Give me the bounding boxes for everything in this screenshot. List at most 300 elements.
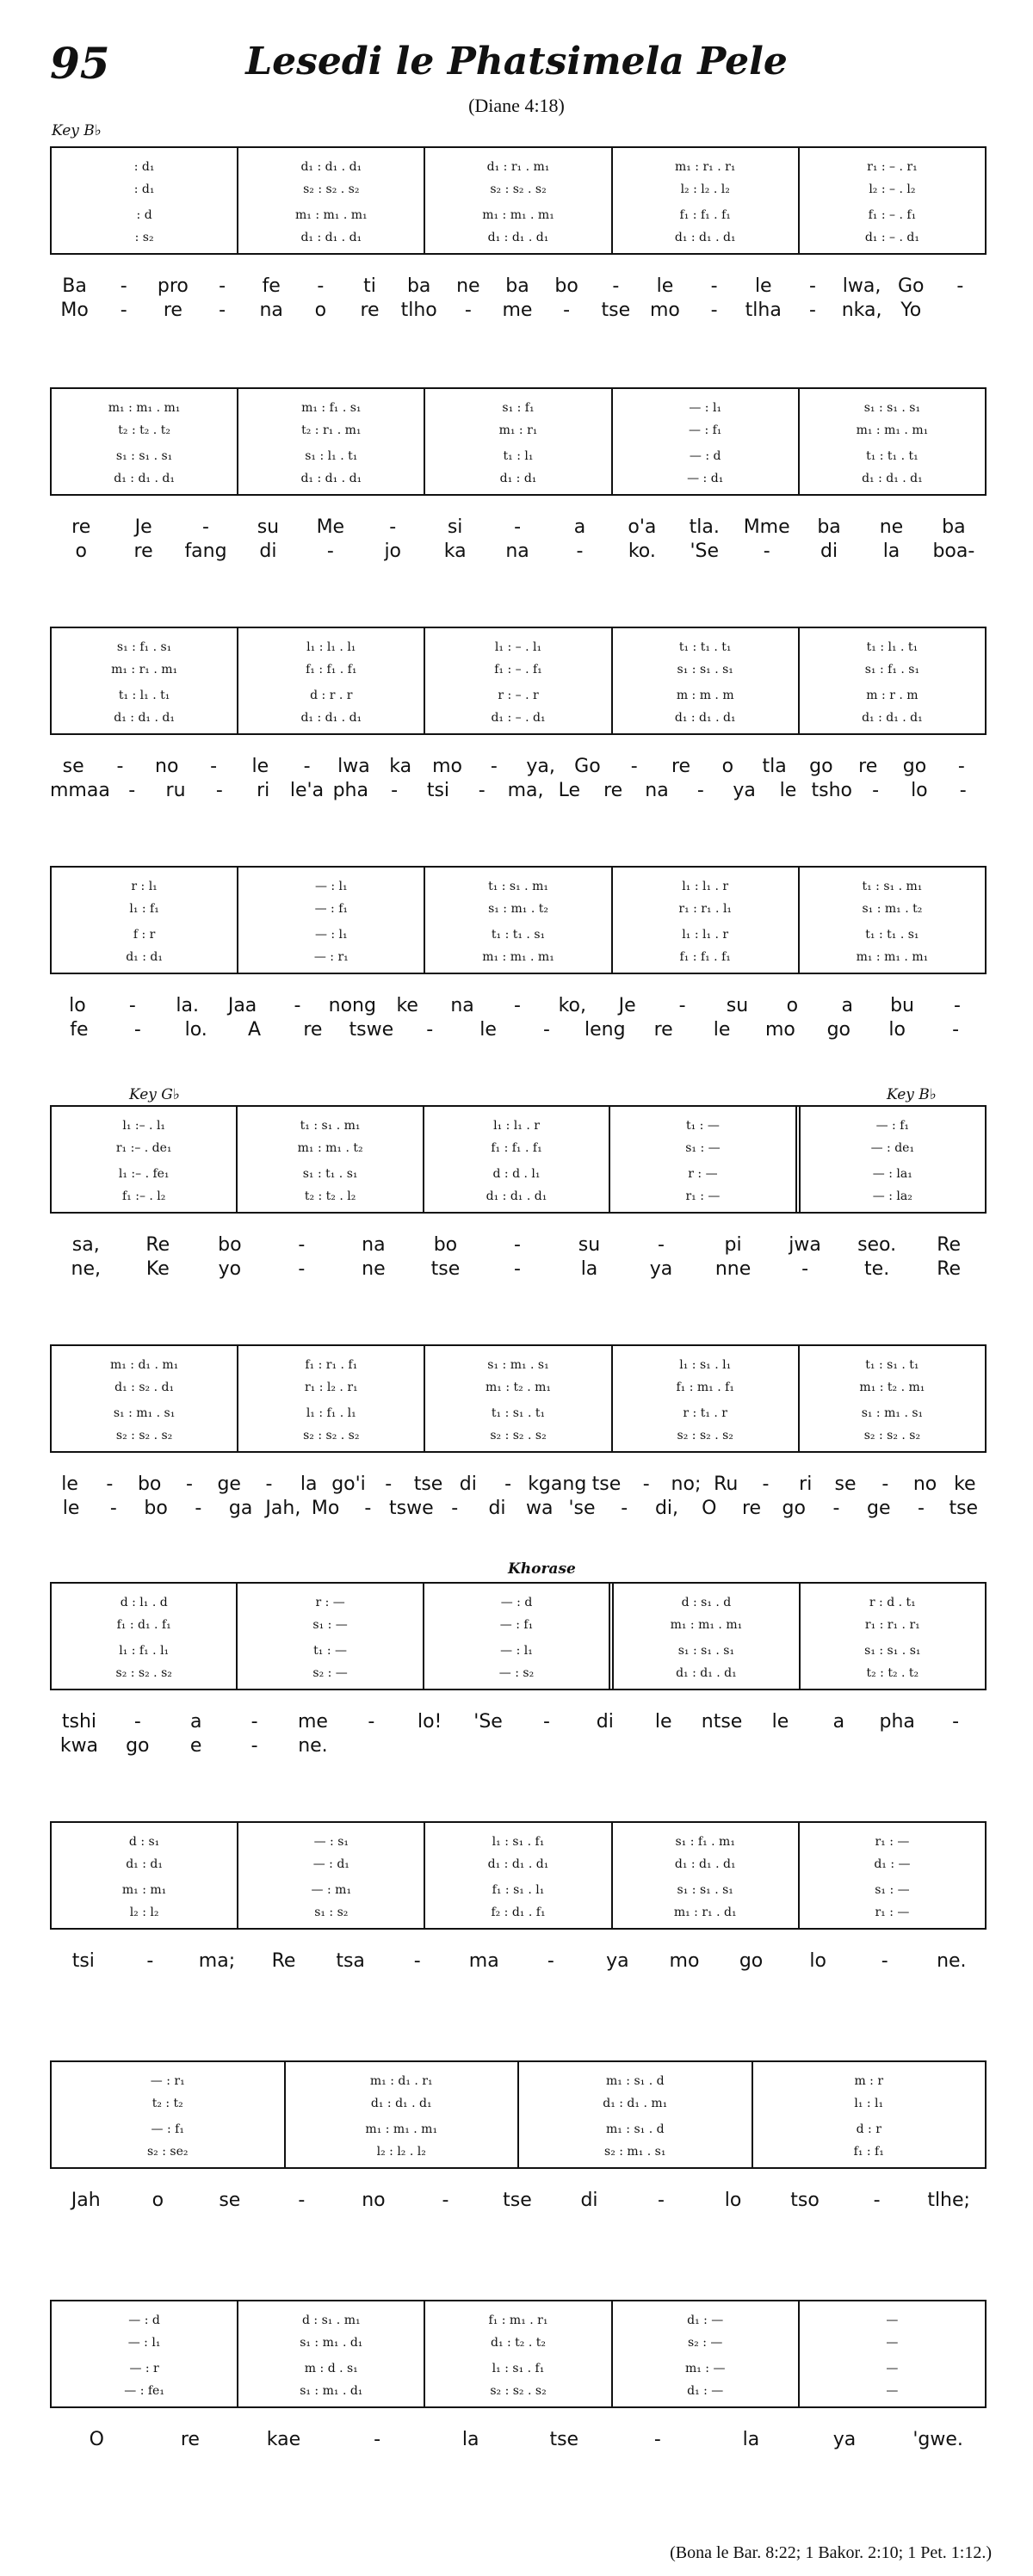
lyric-line bbox=[50, 1950, 985, 1973]
lyric-syllable: - bbox=[385, 1473, 393, 1495]
voice-notes: d : s₁ . m₁ bbox=[301, 2313, 361, 2327]
score-system bbox=[50, 146, 985, 380]
measure bbox=[238, 148, 425, 253]
measure bbox=[753, 2062, 986, 2167]
lyric-syllable: - bbox=[298, 2190, 306, 2211]
voice-notes: d₁ : d₁ . d₁ bbox=[300, 160, 362, 174]
staff-grid bbox=[50, 1105, 987, 1214]
lyric-syllable bbox=[576, 1735, 634, 1757]
lyric-syllable: ntse bbox=[701, 1711, 743, 1733]
voice-notes: t₁ : s₁ . m₁ bbox=[862, 880, 923, 893]
measure bbox=[613, 148, 800, 253]
lyric-syllable: - bbox=[952, 1711, 960, 1733]
voice-notes: t₁ : l₁ bbox=[503, 449, 534, 463]
measure bbox=[238, 1823, 425, 1928]
lyric-syllable: na bbox=[505, 541, 529, 562]
measure bbox=[614, 1584, 800, 1689]
lyric-syllable: - bbox=[478, 780, 486, 801]
voice-notes: l₂ : l₂ . l₂ bbox=[680, 182, 730, 196]
lyric-line bbox=[50, 1258, 985, 1281]
lyric-syllable: re bbox=[180, 2429, 200, 2450]
staff-grid bbox=[50, 1344, 987, 1453]
lyric-syllable: ba bbox=[505, 275, 529, 297]
lyric-syllable: o bbox=[721, 756, 734, 777]
score-system bbox=[50, 1105, 985, 1339]
voice-notes: — : d bbox=[128, 2313, 160, 2327]
lyric-line bbox=[50, 1498, 985, 1520]
measure bbox=[52, 1107, 238, 1212]
lyric-line bbox=[50, 756, 985, 778]
voice-notes: f₁ : – . f₁ bbox=[494, 663, 542, 676]
voice-notes: l₁ : l₁ . r bbox=[682, 880, 729, 893]
lyric-syllable: a bbox=[832, 1711, 845, 1733]
voice-notes: r : d . t₁ bbox=[869, 1596, 916, 1609]
lyric-syllable: jwa bbox=[789, 1234, 821, 1256]
lyric-syllable: Je bbox=[618, 995, 636, 1016]
lyric-syllable: seo. bbox=[857, 1234, 897, 1256]
lyric-syllable: - bbox=[514, 516, 522, 538]
voice-notes: m₁ : m₁ . t₂ bbox=[297, 1141, 363, 1155]
lyric-syllable: - bbox=[696, 780, 704, 801]
voice-notes: d₁ : r₁ . m₁ bbox=[486, 160, 550, 174]
voice-notes: m : r . m bbox=[866, 689, 919, 702]
lyric-syllable: no bbox=[362, 2190, 386, 2211]
measure bbox=[238, 389, 425, 494]
lyric-syllable: bo bbox=[433, 1234, 458, 1256]
lyric-line bbox=[50, 1711, 985, 1733]
lyric-syllable: tso bbox=[790, 2190, 820, 2211]
lyric-syllable: Je bbox=[134, 516, 152, 538]
lyric-syllable: su bbox=[726, 995, 749, 1016]
lyric-syllable: - bbox=[185, 1473, 193, 1495]
voice-notes: t₁ : l₁ . t₁ bbox=[866, 640, 919, 654]
voice-notes: — : l₁ bbox=[314, 928, 348, 942]
lyric-syllable: ti bbox=[363, 275, 376, 297]
measure bbox=[613, 628, 800, 733]
voice-notes: — : l₁ bbox=[689, 401, 722, 415]
staff-grid bbox=[50, 387, 987, 496]
lyric-syllable: ri bbox=[799, 1473, 813, 1495]
measure bbox=[800, 628, 985, 733]
measure bbox=[424, 1107, 610, 1212]
lyric-syllable: ya bbox=[649, 1258, 673, 1280]
lyric-syllable: - bbox=[210, 756, 218, 777]
voice-notes: f₁ : – . f₁ bbox=[868, 208, 917, 222]
lyric-line bbox=[50, 1019, 985, 1041]
measure bbox=[800, 389, 985, 494]
voice-notes: l₁ : f₁ bbox=[129, 902, 159, 916]
lyric-syllable: la bbox=[882, 541, 900, 562]
lyric-syllable bbox=[936, 300, 985, 322]
voice-notes: d₁ : d₁ bbox=[126, 1857, 163, 1871]
lyric-syllable: tse bbox=[413, 1473, 443, 1495]
voice-notes: — : d bbox=[689, 449, 721, 463]
lyric-syllable: tswe bbox=[349, 1019, 394, 1041]
lyric-syllable: kwa bbox=[59, 1735, 99, 1757]
lyric-syllable: tla. bbox=[689, 516, 720, 538]
lyric-syllable: lo bbox=[911, 780, 928, 801]
voice-notes: m₁ : s₁ . d bbox=[605, 2074, 665, 2088]
voice-notes: m₁ : m₁ . m₁ bbox=[482, 950, 554, 964]
lyric-syllable: ko, bbox=[558, 995, 587, 1016]
voice-notes: r : t₁ . r bbox=[683, 1406, 727, 1420]
lyric-syllable: - bbox=[215, 780, 223, 801]
lyric-syllable: nne bbox=[714, 1258, 752, 1280]
lyric-syllable: - bbox=[630, 756, 638, 777]
voice-notes: l₂ : l₂ . l₂ bbox=[376, 2145, 426, 2159]
lyric-syllable: - bbox=[133, 1711, 141, 1733]
lyric-syllable: - bbox=[959, 780, 967, 801]
voice-notes: — : f₁ bbox=[499, 1618, 534, 1632]
measure bbox=[425, 2301, 612, 2406]
lyric-syllable: tlha bbox=[745, 300, 782, 321]
voice-notes: s₂ : se₂ bbox=[147, 2145, 189, 2159]
voice-notes: m₁ : m₁ . m₁ bbox=[108, 401, 181, 415]
lyric-syllable: - bbox=[326, 541, 334, 562]
lyric-syllable: tse bbox=[949, 1498, 979, 1519]
voice-notes: s₂ : m₁ . s₁ bbox=[604, 2145, 666, 2159]
lyric-syllable: ya bbox=[733, 780, 756, 801]
measure bbox=[800, 868, 985, 973]
voice-notes: f : r bbox=[133, 928, 156, 942]
lyric-syllable: le bbox=[251, 756, 269, 777]
lyric-syllable: - bbox=[808, 275, 816, 297]
voice-notes: — : l₁ bbox=[314, 880, 348, 893]
voice-notes: s₁ : m₁ . d₁ bbox=[300, 2336, 363, 2350]
lyric-syllable: - bbox=[490, 756, 498, 777]
voice-notes: m₁ : m₁ . m₁ bbox=[365, 2122, 438, 2136]
lyric-line bbox=[50, 780, 985, 802]
lyric-syllable: re bbox=[360, 300, 380, 321]
voice-notes: d : r bbox=[856, 2122, 881, 2136]
lyric-syllable: re bbox=[741, 1498, 762, 1519]
key-label: Key B♭ bbox=[52, 122, 102, 139]
lyric-line bbox=[50, 995, 985, 1017]
lyric-syllable: le bbox=[654, 1711, 672, 1733]
lyric-syllable: Ke bbox=[145, 1258, 170, 1280]
lyric-syllable: mo bbox=[432, 756, 462, 777]
voice-notes: d₁ : d₁ bbox=[499, 472, 537, 485]
lyric-syllable: - bbox=[202, 516, 209, 538]
lyric-syllable: bo bbox=[218, 1234, 242, 1256]
lyric-syllable: ya, bbox=[526, 756, 555, 777]
staff-grid bbox=[50, 2060, 987, 2169]
lyric-syllable: - bbox=[956, 275, 964, 297]
voice-notes: — bbox=[886, 2313, 899, 2327]
voice-notes: f₁ : f₁ . f₁ bbox=[679, 208, 731, 222]
key-change-label: Key B♭ bbox=[887, 1086, 937, 1103]
measure bbox=[52, 389, 238, 494]
lyric-syllable bbox=[400, 1735, 459, 1757]
lyric-syllable: tlhe; bbox=[927, 2190, 970, 2211]
measure bbox=[238, 868, 425, 973]
lyric-syllable: - bbox=[513, 1234, 521, 1256]
voice-notes: d₁ : d₁ . d₁ bbox=[300, 711, 362, 725]
lyric-syllable: - bbox=[653, 2429, 661, 2450]
voice-notes: l₁ : l₁ . r bbox=[493, 1119, 540, 1133]
voice-notes: m₁ : r₁ bbox=[498, 423, 538, 437]
voice-notes: s₁ : f₁ . s₁ bbox=[116, 640, 172, 654]
lyric-syllable: ma; bbox=[198, 1950, 236, 1972]
lyric-syllable: le bbox=[771, 1711, 789, 1733]
voice-notes: r₁ : r₁ . l₁ bbox=[678, 902, 733, 916]
lyric-syllable: pha bbox=[879, 1711, 915, 1733]
lyric-syllable: - bbox=[873, 2190, 881, 2211]
hymn-number: 95 bbox=[50, 38, 110, 89]
lyric-syllable: a bbox=[189, 1711, 202, 1733]
lyric-syllable: - bbox=[658, 1234, 665, 1256]
voice-notes: t₁ : s₁ . t₁ bbox=[865, 1358, 919, 1372]
lyric-syllable: se bbox=[219, 2190, 241, 2211]
lyric-syllable: tla bbox=[762, 756, 787, 777]
lyric-syllable: - bbox=[251, 1735, 258, 1757]
score-system bbox=[50, 2300, 985, 2534]
voice-notes: m₁ : d₁ . m₁ bbox=[109, 1358, 179, 1372]
lyric-syllable: - bbox=[451, 1498, 459, 1519]
voice-notes: — : la₂ bbox=[872, 1189, 912, 1203]
lyric-syllable bbox=[693, 1735, 752, 1757]
lyric-syllable: na bbox=[259, 300, 283, 321]
lyric-syllable: o bbox=[152, 2190, 164, 2211]
measure bbox=[425, 389, 612, 494]
lyric-syllable: ri bbox=[257, 780, 270, 801]
lyric-syllable: - bbox=[513, 995, 521, 1016]
lyric-syllable: ka bbox=[443, 541, 467, 562]
measure bbox=[519, 2062, 753, 2167]
lyric-syllable: lwa, bbox=[842, 275, 881, 297]
voice-notes: m₁ : m₁ . m₁ bbox=[670, 1618, 743, 1632]
measure bbox=[613, 2301, 800, 2406]
voice-notes: s₁ : s₁ . s₁ bbox=[677, 663, 733, 676]
lyric-syllable: - bbox=[364, 1498, 372, 1519]
measure bbox=[238, 1107, 424, 1212]
voice-notes: d₁ : — bbox=[687, 2313, 724, 2327]
lyric-syllable: me bbox=[297, 1711, 328, 1733]
lyric-syllable: na bbox=[645, 780, 669, 801]
lyric-syllable: pro bbox=[157, 275, 189, 297]
score-system bbox=[50, 387, 985, 621]
lyric-syllable: lo bbox=[809, 1950, 826, 1972]
lyric-syllable: re bbox=[163, 300, 182, 321]
voice-notes: r₁ : – . r₁ bbox=[867, 160, 918, 174]
lyric-syllable: Re bbox=[937, 1258, 962, 1280]
measure bbox=[800, 1823, 985, 1928]
lyric-syllable: 'Se bbox=[473, 1711, 503, 1733]
lyric-syllable: ge bbox=[867, 1498, 891, 1519]
lyric-syllable: la bbox=[580, 1258, 598, 1280]
lyric-syllable: tse bbox=[503, 2190, 532, 2211]
voice-notes: d₁ : s₂ . d₁ bbox=[114, 1381, 175, 1394]
lyric-syllable: re bbox=[671, 756, 691, 777]
lyric-syllable: - bbox=[808, 300, 816, 321]
lyric-syllable: - bbox=[612, 275, 620, 297]
lyric-syllable: - bbox=[563, 300, 571, 321]
lyric-syllable: - bbox=[109, 1498, 117, 1519]
voice-notes: f₁ : r₁ . f₁ bbox=[305, 1358, 358, 1372]
voice-notes: m₁ : m₁ . m₁ bbox=[856, 423, 929, 437]
lyric-line bbox=[50, 541, 985, 563]
voice-notes: — : r bbox=[129, 2362, 159, 2375]
voice-notes: s₁ : s₁ . s₁ bbox=[863, 401, 921, 415]
voice-notes: — : l₁ bbox=[500, 1644, 533, 1658]
voice-notes: s₁ : m₁ . s₁ bbox=[113, 1406, 176, 1420]
lyric-syllable: ne bbox=[879, 516, 904, 538]
voice-notes: d₁ : d₁ . d₁ bbox=[114, 711, 175, 725]
measure bbox=[801, 1107, 985, 1212]
voice-notes: — : de₁ bbox=[870, 1141, 915, 1155]
lyric-syllable: - bbox=[763, 541, 770, 562]
lyric-syllable: - bbox=[133, 1019, 141, 1041]
lyric-syllable: - bbox=[120, 300, 127, 321]
lyric-syllable: su bbox=[257, 516, 280, 538]
staff-grid bbox=[50, 146, 987, 255]
voice-notes: m₁ : r₁ . m₁ bbox=[111, 663, 178, 676]
lyric-syllable: - bbox=[542, 1019, 550, 1041]
lyric-syllable: ko. bbox=[628, 541, 656, 562]
lyric-syllable: ba bbox=[406, 275, 431, 297]
lyric-syllable: ya bbox=[606, 1950, 629, 1972]
lyric-syllable: tsho bbox=[811, 780, 852, 801]
voice-notes: s₁ : s₁ . s₁ bbox=[115, 449, 173, 463]
voice-notes: d₁ : d₁ . d₁ bbox=[486, 1189, 547, 1203]
voice-notes: s₁ : s₁ . s₁ bbox=[677, 1644, 735, 1658]
voice-notes: l₁ : s₁ . f₁ bbox=[492, 2362, 545, 2375]
voice-notes: d₁ : – . d₁ bbox=[864, 231, 919, 244]
lyric-line bbox=[50, 2429, 985, 2451]
voice-notes: d₁ : d₁ bbox=[126, 950, 163, 964]
lyric-syllable: se bbox=[62, 756, 84, 777]
voice-notes: r₁ : — bbox=[875, 1906, 910, 1919]
lyric-syllable: le bbox=[62, 1498, 80, 1519]
lyric-syllable bbox=[809, 1735, 868, 1757]
lyric-syllable: fe bbox=[70, 1019, 89, 1041]
measure bbox=[52, 2062, 286, 2167]
voice-notes: : d₁ bbox=[133, 182, 155, 196]
lyric-syllable: nka, bbox=[841, 300, 882, 321]
lyric-syllable: - bbox=[389, 516, 397, 538]
lyric-syllable: 'gwe. bbox=[912, 2429, 963, 2450]
voice-notes: — bbox=[886, 2384, 899, 2398]
measure bbox=[52, 2301, 238, 2406]
voice-notes: m₁ : m₁ . m₁ bbox=[482, 208, 554, 222]
voice-notes: f₁ : s₁ . l₁ bbox=[492, 1883, 545, 1897]
voice-notes: l₁ : s₁ . f₁ bbox=[492, 1835, 545, 1849]
voice-notes: — : f₁ bbox=[689, 423, 722, 437]
lyric-syllable: su bbox=[578, 1234, 601, 1256]
voice-notes: m₁ : m₁ bbox=[121, 1883, 167, 1897]
measure bbox=[613, 389, 800, 494]
lyric-syllable: Mo bbox=[311, 1498, 340, 1519]
voice-notes: d₁ : — bbox=[874, 1857, 911, 1871]
voice-notes: t₁ : s₁ . t₁ bbox=[491, 1406, 546, 1420]
voice-notes: d₁ : d₁ . d₁ bbox=[674, 231, 736, 244]
lyric-syllable: ka bbox=[389, 756, 412, 777]
voice-notes: d₁ : — bbox=[687, 2384, 724, 2398]
voice-notes: d : r . r bbox=[310, 689, 353, 702]
voice-notes: f₁ : f₁ . f₁ bbox=[306, 663, 357, 676]
voice-notes: s₂ : s₂ . s₂ bbox=[490, 2384, 547, 2398]
lyric-syllable: le bbox=[61, 1473, 78, 1495]
score-system bbox=[50, 1582, 985, 1816]
voice-notes: f₁ : f₁ . f₁ bbox=[491, 1141, 542, 1155]
voice-notes: s₂ : s₂ . s₂ bbox=[115, 1666, 172, 1680]
score-system bbox=[50, 627, 985, 861]
voice-notes: m₁ : r₁ . r₁ bbox=[674, 160, 736, 174]
voice-notes: s₂ : — bbox=[688, 2336, 723, 2350]
lyric-syllable: O bbox=[89, 2429, 104, 2450]
lyric-syllable bbox=[752, 1735, 810, 1757]
lyric-syllable: - bbox=[710, 275, 718, 297]
lyric-syllable: bo bbox=[554, 275, 578, 297]
key-change-label: Key G♭ bbox=[129, 1086, 180, 1103]
measure bbox=[613, 868, 800, 973]
lyric-syllable: Re bbox=[937, 1234, 962, 1256]
voice-notes: t₂ : t₂ . t₂ bbox=[118, 423, 170, 437]
lyric-syllable: re bbox=[653, 1019, 673, 1041]
score-system bbox=[50, 1821, 985, 2055]
voice-notes: t₁ : l₁ . t₁ bbox=[118, 689, 170, 702]
lyric-syllable: Re bbox=[145, 1234, 170, 1256]
lyric-syllable: Jaa bbox=[227, 995, 257, 1016]
measure bbox=[425, 868, 612, 973]
lyric-syllable: re bbox=[133, 541, 153, 562]
measure bbox=[238, 1346, 425, 1451]
voice-notes: — : f₁ bbox=[875, 1119, 910, 1133]
voice-notes: r₁ : r₁ . r₁ bbox=[864, 1618, 920, 1632]
voice-notes: d₁ : d₁ . d₁ bbox=[370, 2097, 432, 2110]
voice-notes: s₂ : s₂ . s₂ bbox=[303, 182, 360, 196]
lyric-syllable: - bbox=[642, 1473, 650, 1495]
lyric-syllable: ne. bbox=[298, 1735, 328, 1757]
lyric-syllable: - bbox=[413, 1950, 421, 1972]
voice-notes: d₁ : d₁ . d₁ bbox=[862, 472, 923, 485]
lyric-syllable: go bbox=[126, 1735, 150, 1757]
lyric-syllable: mmaa bbox=[50, 780, 110, 801]
voice-notes: — : s₂ bbox=[498, 1666, 535, 1680]
lyric-syllable: te. bbox=[864, 1258, 890, 1280]
lyric-syllable: me bbox=[502, 300, 533, 321]
lyric-syllable: - bbox=[832, 1498, 840, 1519]
lyric-syllable: Ru bbox=[714, 1473, 739, 1495]
measure bbox=[425, 148, 612, 253]
lyric-line bbox=[50, 1473, 985, 1496]
lyric-syllable: go bbox=[782, 1498, 806, 1519]
voice-notes: r₁ :– . de₁ bbox=[115, 1141, 172, 1155]
lyric-syllable: - bbox=[621, 1498, 628, 1519]
lyric-syllable: le bbox=[713, 1019, 731, 1041]
lyric-syllable: - bbox=[128, 995, 136, 1016]
voice-notes: s₁ : — bbox=[685, 1141, 721, 1155]
lyric-syllable: - bbox=[658, 2190, 665, 2211]
lyric-syllable: la bbox=[461, 2429, 479, 2450]
voice-notes: s₂ : s₂ . s₂ bbox=[490, 182, 547, 196]
voice-notes: r : l₁ bbox=[131, 880, 158, 893]
voice-notes: t₂ : t₂ . t₂ bbox=[866, 1666, 919, 1680]
voice-notes: — bbox=[886, 2336, 899, 2350]
lyric-syllable: si bbox=[447, 516, 463, 538]
lyric-syllable: fe bbox=[262, 275, 281, 297]
lyric-syllable: go'i bbox=[331, 1473, 366, 1495]
lyric-syllable: mo bbox=[764, 1019, 795, 1041]
measure bbox=[424, 1584, 614, 1689]
voice-notes: s₂ : s₂ . s₂ bbox=[115, 1429, 173, 1442]
voice-notes: t₁ : s₁ . m₁ bbox=[300, 1119, 361, 1133]
voice-notes: r₁ : l₂ . r₁ bbox=[304, 1381, 358, 1394]
measure bbox=[613, 1346, 800, 1451]
voice-notes: m : r bbox=[854, 2074, 884, 2088]
lyric-syllable: - bbox=[303, 756, 311, 777]
staff-grid bbox=[50, 627, 987, 735]
